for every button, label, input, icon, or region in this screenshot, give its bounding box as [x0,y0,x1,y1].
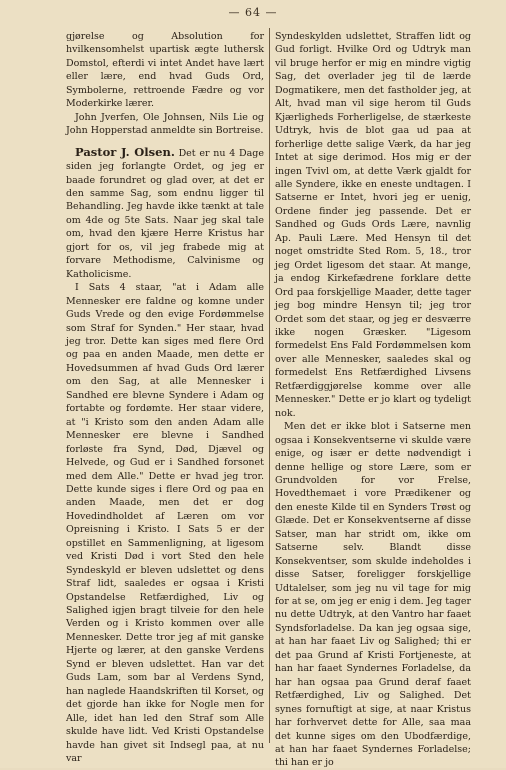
speaker-name: Pastor J. Olsen. [75,144,175,159]
right-column [275,30,471,769]
left-column [66,30,264,765]
speech-text: Det er nu 4 Dage siden jeg forlangte Ordet, og jeg er baade forundret og glad over, at det er den samme Sag, som endnu ligger til Behandling. Jeg havde ikke tænkt at tale om 4de og 5te Sats. Naar jeg skal tale om, hvad den kjære Herre Kristus har gjort for os, vil jeg frabede mig at forvare Methodisme, Calvinisme og Katholicisme. [66,147,264,280]
paragraph: gjørelse og Absolution for hvilkensomhelst upartisk ægte luthersk Domstol, efterdi vi intet Andet have lært eller lære, end hvad Guds Ord, Symbolerne, rettroende Fædre og vor Moderkirke lærer. [66,31,264,110]
paragraph: Syndeskylden udslettet, Straffen lidt og Gud forligt. Hvilke Ord og Udtryk man vil bruge herfor er mig en mindre vigtig Sag, det overlader jeg til de lærde Dogmatikere, men det fastholder jeg, at Alt, hvad man vil sige herom til Guds Kjærligheds Forherligelse, de stærkeste Udtryk, hvis de blot gaa ud paa at forherlige dette salige Værk, da har jeg Intet at sige derimod. Hos mig er der ingen Tvivl om, at dette Værk gjaldt for alle Syndere, ikke en eneste undtagen. I Satserne er Intet, hvori jeg er uenig, Ordene finder jeg passende. Det er Sandhed og Guds Ords Lære, navnlig Ap. Pauli Lære. Med Hensyn til det noget omstridte Sted Rom. 5, 18., tror jeg Ordet ligesom det staar. At mange, ja endog Kirkefædrene forklare dette Ord paa forskjellige Maader, dette tager jeg bog mindre Hensyn til; jeg tror Ordet som det staar, og jeg er desværre ikke nogen Græsker. "Ligesom formedelst Ens Fald Fordømmelsen kom over alle Mennesker, saaledes skal og formedelst Ens Retfærdighed Livsens Retfærdiggjørelse komme over alle Mennesker." Dette er jo klart og tydeligt nok. [275,31,471,419]
signatures-note: John Jverfen, Ole Johnsen, Nils Lie og John Hopperstad anmeldte sin Bortreise. [66,111,264,137]
column-divider [269,28,270,743]
speech-paragraph [66,146,264,282]
paragraph: Men det er ikke blot i Satserne men ogsaa i Konsekventserne vi skulde være enige, og især er dette nødvendigt i denne hellige og store Lære, som er Grundvolden for vor Frelse, Hovedthemaet i vore Prædikener og den eneste Kilde til en Synders Trøst og Glæde. Det er Konsekventserne af disse Satser, man har stridt om, ikke om Satserne selv. Blandt disse Konsekventser, som skulde indeholdes i disse Satser, foreligger forskjellige Udtalelser, som jeg nu vil tage for mig for at se, om jeg er enig i dem. Jeg tager nu dette Udtryk, at den Vantro har faaet Syndsforladelse. Da kan jeg ogsaa sige, at han har faaet Liv og Salighed; thi er det paa Grund af Kristi Fortjeneste, at han har faaet Syndernes Forladelse, da har han ogsaa paa Grund deraf faaet Retfærdighed, Liv og Salighed. Det synes fornuftigt at sige, at naar Kristus har forhvervet dette for Alle, saa maa det kunne siges om den Ubodfærdige, at han har faaet Syndernes Forladelse; thi han er jo [275,421,471,769]
paragraph: I Sats 4 staar, "at i Adam alle Mennesker ere faldne og komne under Guds Vrede og den evige Fordømmelse som Straf for Synden." Her staar, hvad jeg tror. Dette kan siges med flere Ord og paa en anden Maade, men dette er Hovedsummen af hvad Guds Ord lærer om den Sag, at alle Mennesker i Sandhed ere blevne Syndere i Adam og fortabte og fordømte. Her staar videre, at "i Kristo som den anden Adam alle Mennesker ere blevne i Sandhed forløste fra Synd, Død, Djævel og Helvede, og Gud er i Sandhed forsonet med dem Alle." Dette er hvad jeg tror. Dette kunde siges i flere Ord og paa en anden Maade, men det er dog Hovedindholdet af Læren om vor Opreisning i Kristo. I Sats 5 er der opstillet en Sammenligning, at ligesom ved Kristi Død i vort Sted den hele Syndeskyld er bleven udslettet og dens Straf lidt, saaledes er ogsaa i Kristi Opstandelse Retfærdighed, Liv og Salighed igjen bragt tilveie for den hele Verden og i Kristo kommen over alle Mennesker. Dette tror jeg af mit ganske Hjerte og lærer, at den ganske Verdens Synd er bleven udslettet. Han var det Guds Lam, som bar al Verdens Synd, han naglede Haandskriften til Korset, og det gjorde han ikke for Nogle men for Alle, idet han led den Straf som Alle skulde have lidt. Ved Kristi Opstandelse havde han givet sit Indsegl paa, at nu var [66,282,264,765]
page-number: — 64 — [228,6,278,19]
